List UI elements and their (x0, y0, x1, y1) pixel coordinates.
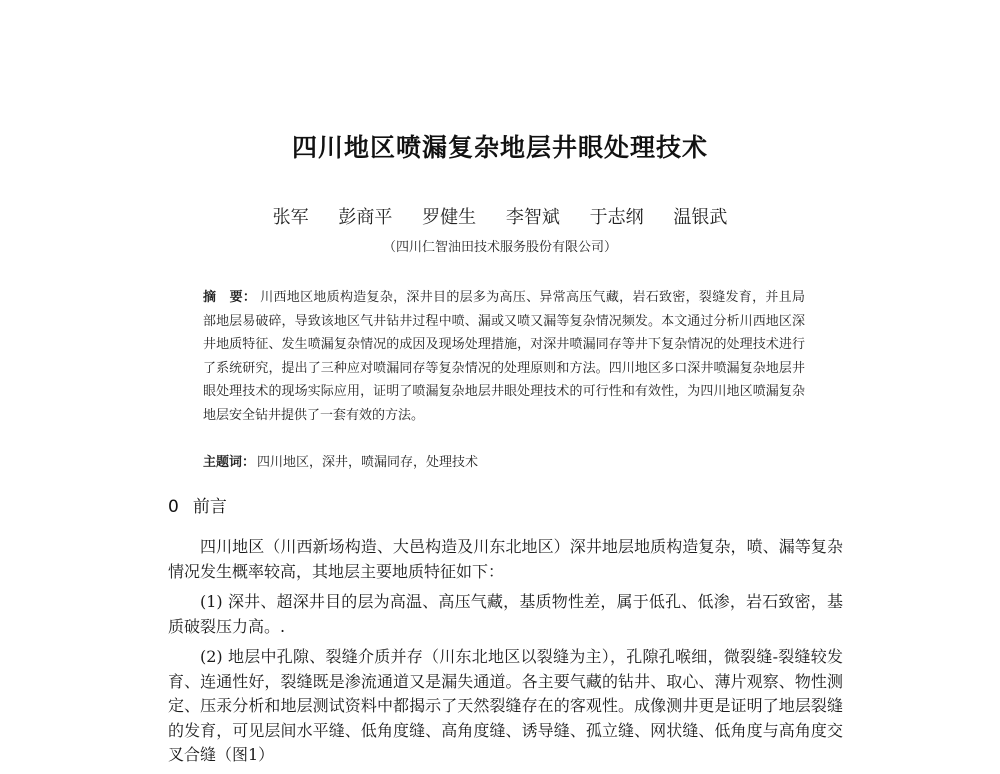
affiliation: （四川仁智油田技术服务股份有限公司） (382, 240, 617, 255)
author-name: 李智斌 (505, 207, 560, 228)
author-name: 张军 (272, 207, 309, 228)
author-name: 罗健生 (422, 207, 477, 228)
paragraph: 四川地区（川西新场构造、大邑构造及川东北地区）深井地层地质构造复杂，喷、漏等复杂情况发生概率较高，其地层主要地质特征如下： (168, 537, 843, 581)
paragraph: (2) 地层中孔隙、裂缝介质并存（川东北地区以裂缝为主），孔隙孔喉细，微裂缝-裂缝较发育、连通性好，裂缝既是渗流通道又是漏失通道。各主要气藏的钻井、取心、薄片观察、物性测定、压汞分析和地层测试资料中都揭示了天然裂缝存在的客观性。成像测井更是证明了地层裂缝的发育，可见层间水平缝、低角度缝、高角度缝、诱导缝、孤立缝、网状缝、低角度与高角度交叉合缝（图1） (168, 647, 843, 764)
author-name: 温银武 (673, 207, 728, 228)
author-name: 彭商平 (338, 207, 393, 228)
keywords-label: 主题词： (203, 455, 256, 470)
keywords-text: 四川地区，深井，喷漏同存，处理技术 (257, 455, 479, 470)
keywords (203, 451, 805, 474)
section-title: 前言 (192, 497, 227, 517)
author-name: 于志纲 (589, 207, 644, 228)
paragraph: (1) 深井、超深井目的层为高温、高压气藏，基质物性差，属于低孔、低渗，岩石致密，基质破裂压力高。. (168, 592, 843, 636)
body-text (168, 535, 843, 774)
paper-title: 四川地区喷漏复杂地层井眼处理技术 (291, 133, 708, 162)
section-number: 0 (168, 497, 179, 517)
section-heading (168, 492, 227, 517)
abstract-text: 川西地区地质构造复杂，深井目的层多为高压、异常高压气藏，岩石致密，裂缝发育，并且局部地层易破碎，导致该地区气井钻井过程中喷、漏或又喷又漏等复杂情况频发。本文通过分析川西地区深井地质特征、发生喷漏复杂情况的成因及现场处理措施，对深井喷漏同存等井下复杂情况的处理技术进行了系统研究，提出了三种应对喷漏同存等复杂情况的处理原则和方法。四川地区多口深井喷漏复杂地层井眼处理技术的现场实际应用，证明了喷漏复杂地层井眼处理技术的可行性和有效性，为四川地区喷漏复杂地层安全钻井提供了一套有效的方法。 (203, 290, 805, 423)
author-list (0, 203, 1000, 229)
abstract (203, 286, 805, 427)
abstract-label: 摘 要： (203, 290, 257, 305)
